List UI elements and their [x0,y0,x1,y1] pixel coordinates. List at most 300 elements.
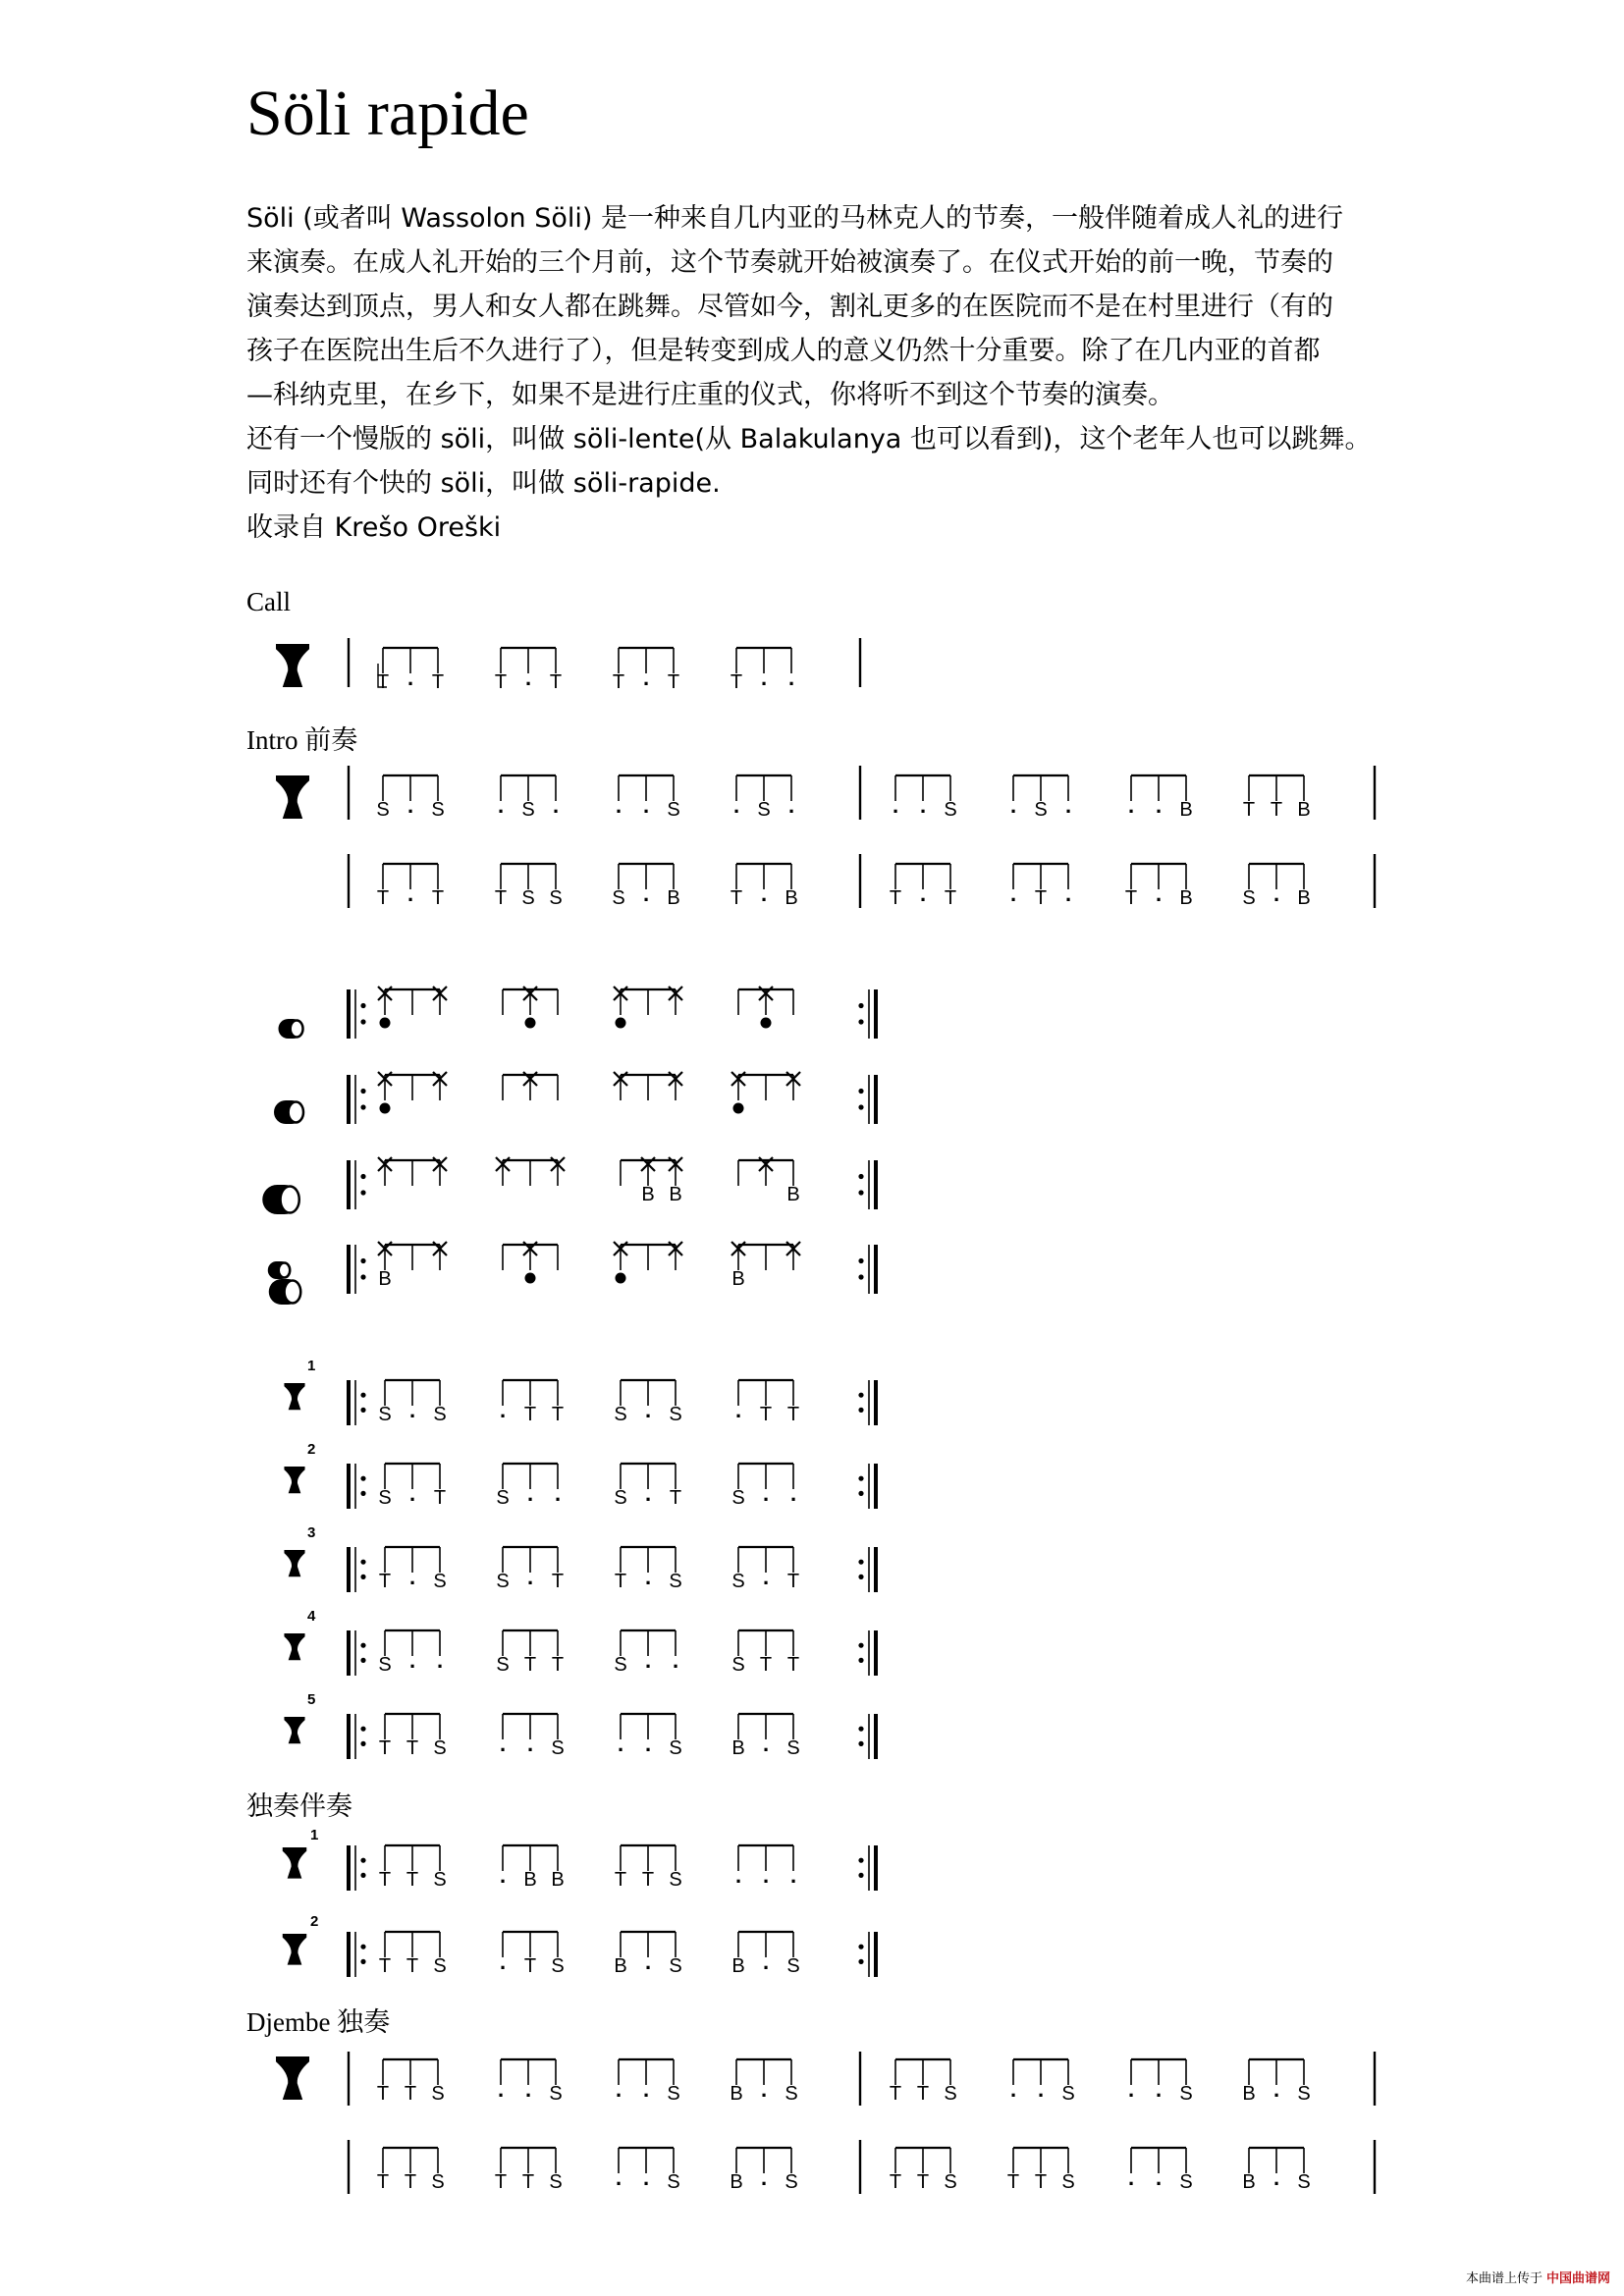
sangban-icon [274,1100,303,1124]
stroke-t: T [1034,887,1048,909]
beat-group [616,1245,677,1284]
stroke-b: B [730,2171,743,2193]
rest-dot: . [672,1648,679,1673]
beat-group [890,2148,957,2193]
repeat-dot [360,1575,365,1579]
stroke-b: B [786,1184,800,1205]
rest-dot: . [734,1863,742,1888]
rest-dot: . [644,1565,652,1589]
beat-group [1010,775,1071,821]
stroke-t: T [549,671,563,693]
beat-group [376,775,444,821]
beat-group [377,864,444,909]
beat-group [495,864,563,909]
beat-group [495,648,562,693]
rest-dot: . [762,1481,770,1506]
stroke-t: T [494,887,508,909]
rest-dot: . [734,1398,742,1422]
stroke-t: T [406,1869,419,1891]
drum-head [279,1263,291,1278]
stroke-t: T [376,2171,390,2193]
stroke-t: T [551,1404,565,1425]
repeat-dot [360,1945,365,1949]
beat-group [496,1547,564,1592]
stroke-t: T [730,671,743,693]
repeat-dot [360,1727,365,1732]
stroke-s: S [549,2171,563,2193]
rest-dot: . [497,793,505,818]
beat-group [503,989,558,1029]
accompaniment-number: 2 [310,1913,319,1930]
rest-dot: . [408,1481,416,1506]
stroke-s: S [1179,2171,1193,2193]
beat-group [1243,775,1311,821]
stroke-t: T [889,2083,902,2105]
intro-line: —科纳克里，在乡下，如果不是进行庄重的仪式，你将听不到这个节奏的演奏。 [246,380,1174,410]
rest-dot: . [644,1648,652,1673]
stroke-s: S [433,1955,447,1977]
beat-group [890,2059,957,2105]
rest-dot: . [1064,881,1072,906]
repeat-dot [858,1104,863,1109]
repeat-dot [360,1393,365,1398]
beat-group [1010,864,1071,909]
beat-group [1242,2059,1310,2105]
beat-group [378,1380,446,1425]
rest-dot: . [642,2165,650,2190]
stroke-b: B [730,2083,743,2105]
stroke-s: S [549,2083,563,2105]
djembe-icon [283,1847,306,1879]
rest-dot: . [1272,881,1280,906]
rest-dot: . [1155,793,1163,818]
rest-dot: . [1127,2165,1135,2190]
stroke-t: T [406,1955,419,1977]
intro-line: 收录自 Krešo Oreški [246,512,502,543]
stroke-t: T [1006,2171,1020,2193]
stroke-b: B [1297,799,1311,821]
djembe-icon [283,1934,306,1965]
stroke-b: B [1297,887,1311,909]
rest-dot: . [642,881,650,906]
beat-group [731,864,798,909]
beat-group [385,1160,440,1186]
beat-group [1007,2148,1075,2193]
drum-head [291,1021,303,1038]
beat-group [377,648,444,693]
drum-top [268,1261,291,1279]
beat-group [377,2059,445,2105]
stroke-t: T [376,887,390,909]
stroke-t: T [406,1737,419,1759]
stroke-t: T [759,1404,773,1425]
rest-dot: . [644,1398,652,1422]
rest-dot: . [762,1863,770,1888]
stroke-s: S [731,1654,745,1676]
rest-dot: . [644,1481,652,1506]
repeat-dot [360,1258,365,1263]
stroke-s: S [1179,2083,1193,2105]
rest-dot: . [406,793,414,818]
repeat-dot [858,1089,863,1094]
drum-head [289,1102,303,1123]
rest-dot: . [615,2165,623,2190]
rest-dot: . [760,2077,768,2102]
beat-group [730,2059,797,2105]
rest-dot: . [499,1732,507,1756]
stroke-b: B [614,1955,627,1977]
section-call-label: Call [246,587,291,616]
rest-dot: . [919,881,927,906]
repeat-dot [858,1258,863,1263]
djembe-shape [284,1717,304,1743]
rest-dot: . [499,1398,507,1422]
rest-dot: . [762,1949,770,1974]
beat-group [733,775,794,821]
stroke-b: B [523,1869,537,1891]
beat-group [731,1932,799,1977]
djembe-shape [284,1550,304,1576]
rest-dot: . [1127,793,1135,818]
beat-group [731,1547,799,1592]
rest-dot: . [644,1949,652,1974]
rest-dot: . [617,1732,624,1756]
beat-group [614,1380,681,1425]
rest-dot: . [789,1481,797,1506]
stroke-s: S [614,1404,627,1425]
stroke-s: S [431,2083,445,2105]
beat-group [614,1630,678,1676]
beat-group [496,1464,561,1509]
stroke-b: B [669,1184,682,1205]
stroke-s: S [667,2083,680,2105]
bell-note [733,1103,744,1114]
beat-group [379,1714,447,1759]
repeat-dot [360,1274,365,1279]
bell-note [525,1273,536,1284]
beat-group [731,1630,799,1676]
stroke-s: S [669,1571,682,1592]
repeat-dot [858,1873,863,1878]
rest-dot: . [408,1565,416,1589]
stroke-s: S [669,1404,682,1425]
accompaniment-number: 1 [310,1827,319,1843]
stroke-t: T [521,2171,535,2193]
intro-line: 来演奏。在成人礼开始的三个月前，这个节奏就开始被演奏了。在仪式开始的前一晚，节奏的 [246,247,1333,278]
rest-dot: . [524,2077,532,2102]
beat-group [614,1932,681,1977]
rest-dot: . [406,666,414,690]
rest-dot: . [787,793,795,818]
repeat-dot [360,1959,365,1964]
stroke-t: T [523,1955,537,1977]
rest-dot: . [499,1863,507,1888]
repeat-dot [858,1727,863,1732]
beat-group [731,1714,799,1759]
voice-number: 1 [307,1358,316,1374]
intro-line: 同时还有个快的 söli，叫做 söli-rapide. [246,468,721,499]
stroke-s: S [551,1955,565,1977]
beat-group [500,1380,564,1425]
beat-group [893,775,957,821]
beat-group [379,1845,447,1891]
stroke-s: S [378,1487,392,1509]
djembe-shape [283,1934,306,1965]
djembe-shape [276,2056,309,2100]
rest-dot: . [554,1481,562,1506]
rest-dot: . [1155,2165,1163,2190]
djembe-shape [284,1633,304,1660]
stroke-t: T [378,1571,392,1592]
beat-group [616,775,680,821]
beat-group [621,1075,676,1100]
djembe-icon [284,1633,304,1660]
stroke-t: T [730,887,743,909]
stroke-b: B [731,1737,745,1759]
rest-dot: . [497,2077,505,2102]
rest-dot: . [762,1732,770,1756]
drum-head [281,1187,299,1213]
rest-dot: . [526,1565,534,1589]
stroke-s: S [944,2171,957,2193]
beat-group [733,1075,794,1114]
repeat-dot [858,1476,863,1481]
rest-dot: . [436,1648,444,1673]
stroke-t: T [614,1571,627,1592]
rest-dot: . [642,793,650,818]
beat-group [500,1714,565,1759]
stroke-t: T [889,887,902,909]
beat-group [1128,775,1193,821]
djembe-shape [284,1383,304,1410]
djembe-icon [284,1467,304,1493]
beat-group [378,1464,446,1509]
section-djembe-solo-label: Djembe 独奏 [246,2007,391,2037]
rest-dot: . [644,1732,652,1756]
repeat-dot [360,1174,365,1179]
rest-dot: . [789,1863,797,1888]
beat-group [380,989,441,1029]
rest-dot: . [524,666,532,690]
footer [1466,2268,1610,2286]
stroke-s: S [731,1487,745,1509]
stroke-s: S [433,1737,447,1759]
stroke-s: S [612,887,625,909]
stroke-s: S [521,887,535,909]
rest-dot: . [526,1732,534,1756]
beat-group [616,989,677,1029]
rest-dot: . [642,2077,650,2102]
beat-group [890,864,956,909]
repeat-dot [858,1658,863,1663]
beat-group [1010,2059,1075,2105]
stroke-t: T [786,1654,800,1676]
stroke-t: T [433,1487,447,1509]
stroke-t: T [378,1869,392,1891]
stroke-t: T [404,2083,417,2105]
footer-logo: 中国曲谱网 [1545,2271,1610,2286]
rest-dot: . [406,881,414,906]
stroke-t: T [431,887,445,909]
beat-group [731,1464,796,1509]
rest-dot: . [760,881,768,906]
stroke-s: S [669,1737,682,1759]
repeat-dot [858,1560,863,1565]
stroke-t: T [376,2083,390,2105]
beat-group [612,864,679,909]
stroke-t: T [916,2083,930,2105]
beat-group [1242,2148,1310,2193]
stroke-s: S [1061,2171,1075,2193]
djembe-shape [276,644,309,687]
voice-number: 5 [307,1691,316,1708]
stroke-b: B [1242,2171,1256,2193]
bell-note [380,1018,391,1029]
beat-group [614,1464,681,1509]
rest-dot: . [552,793,560,818]
repeat-dot [858,1174,863,1179]
rest-dot: . [1009,881,1017,906]
stroke-s: S [786,1955,800,1977]
beat-group [380,1075,441,1114]
stroke-t: T [378,1737,392,1759]
beat-group [615,1845,682,1891]
rest-dot: . [1272,2165,1280,2190]
rest-dot: . [1009,793,1017,818]
stroke-s: S [496,1571,510,1592]
stroke-t: T [889,2171,902,2193]
beat-group [1125,864,1193,909]
stroke-t: T [1034,2171,1048,2193]
rest-dot: . [526,1481,534,1506]
djembe-shape [283,1847,306,1879]
rest-dot: . [499,1949,507,1974]
stroke-s: S [669,1955,682,1977]
stroke-b: B [731,1955,745,1977]
bell-note [525,1018,536,1029]
beat-group [503,1160,558,1186]
beat-group [615,1547,682,1592]
bell-note [616,1273,626,1284]
stroke-t: T [786,1571,800,1592]
stroke-t: T [494,671,508,693]
repeat-dot [360,1491,365,1496]
repeat-dot [360,1560,365,1565]
djembe-icon [284,1383,304,1410]
stroke-s: S [1297,2083,1311,2105]
stroke-s: S [944,799,957,821]
beat-group [1128,2148,1193,2193]
stroke-s: S [549,887,563,909]
repeat-dot [858,1945,863,1949]
repeat-dot [360,1741,365,1746]
beat-group [735,1380,799,1425]
stroke-t: T [759,1654,773,1676]
repeat-dot [360,1408,365,1413]
stroke-t: T [376,671,390,693]
djembe-icon [276,2056,309,2100]
djembe-icon [276,775,309,819]
rest-dot: . [1272,2077,1280,2102]
repeat-dot [858,1959,863,1964]
stroke-s: S [944,2083,957,2105]
rest-dot: . [732,793,740,818]
stroke-t: T [1242,799,1256,821]
beat-group [503,1245,558,1284]
stroke-s: S [1297,2171,1311,2193]
stroke-s: S [433,1404,447,1425]
stroke-t: T [523,1404,537,1425]
stroke-t: T [1270,799,1283,821]
stroke-s: S [669,1869,682,1891]
stroke-t: T [404,2171,417,2193]
repeat-dot [360,1658,365,1663]
repeat-dot [360,1190,365,1195]
beat-group [498,775,559,821]
djembe-shape [284,1467,304,1493]
stroke-t: T [944,887,957,909]
repeat-dot [858,1741,863,1746]
rest-dot: . [642,666,650,690]
repeat-dot [858,1408,863,1413]
repeat-dot [858,1491,863,1496]
repeat-dot [858,1643,863,1648]
rest-dot: . [1155,881,1163,906]
stroke-s: S [496,1487,510,1509]
stroke-b: B [785,887,798,909]
stroke-t: T [1124,887,1138,909]
rest-dot: . [1009,2077,1017,2102]
beat-group [738,989,793,1029]
voice-number: 2 [307,1441,316,1458]
stroke-t: T [551,1654,565,1676]
stroke-s: S [521,799,535,821]
beat-group [500,1845,565,1891]
beat-group [496,1630,564,1676]
djembe-shape [276,775,309,819]
rest-dot: . [760,2165,768,2190]
stroke-s: S [1061,2083,1075,2105]
rest-dot: . [1127,2077,1135,2102]
stroke-s: S [614,1487,627,1509]
voice-number: 4 [307,1608,316,1625]
repeat-dot [360,1476,365,1481]
kenkeni-icon [279,1019,303,1039]
beat-group [377,2148,445,2193]
stroke-s: S [376,799,390,821]
intro-line: Söli (或者叫 Wassolon Söli) 是一种来自几内亚的马林克人的节奏，一般伴随着成人礼的进行 [246,203,1344,234]
stroke-s: S [378,1654,392,1676]
beat-group [735,1845,796,1888]
stroke-s: S [431,2171,445,2193]
repeat-dot [858,1019,863,1024]
stroke-t: T [431,671,445,693]
rest-dot: . [919,793,927,818]
section-intro-label: Intro 前奏 [246,725,358,755]
stroke-t: T [494,2171,508,2193]
repeat-dot [360,1089,365,1094]
stroke-b: B [378,1268,392,1290]
stroke-t: T [916,2171,930,2193]
stroke-s: S [731,1571,745,1592]
stroke-s: S [786,1737,800,1759]
bell-note [761,1018,772,1029]
stroke-b: B [667,887,680,909]
rest-dot: . [892,793,899,818]
beat-group [1128,2059,1193,2105]
beat-group [500,1932,565,1977]
stroke-t: T [551,1571,565,1592]
